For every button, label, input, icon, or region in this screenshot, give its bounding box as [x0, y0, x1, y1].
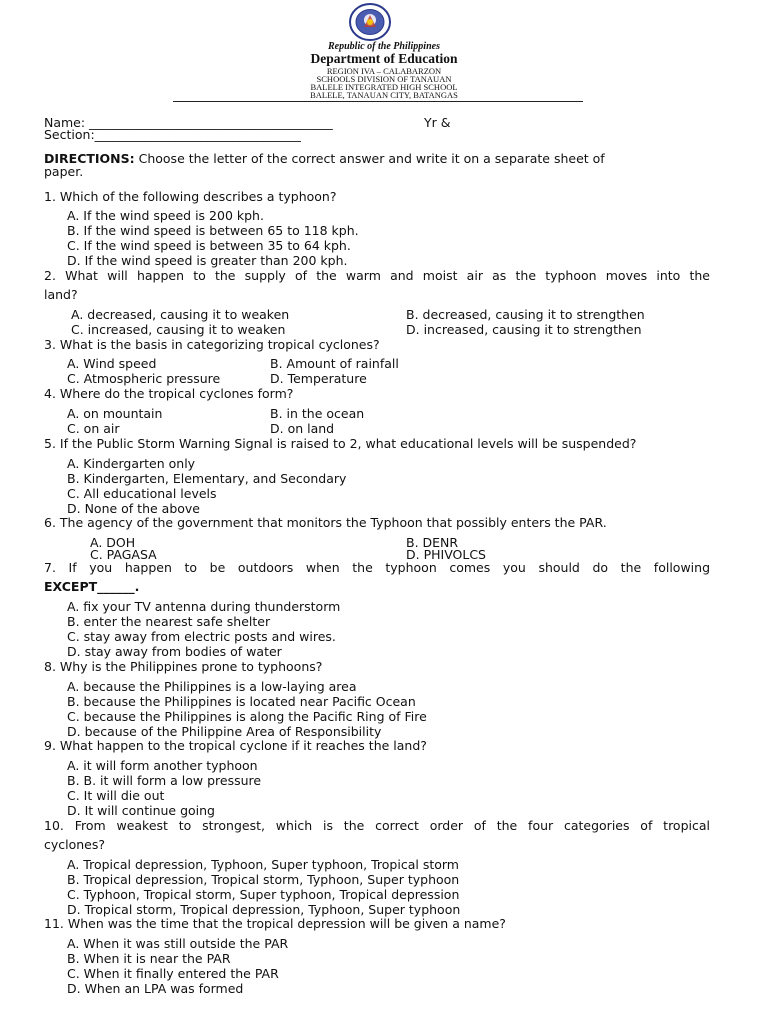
question-7-cont: EXCEPT______.: [44, 579, 140, 594]
q1-choice-c: C. If the wind speed is between 35 to 64 kph.: [67, 238, 351, 253]
q5-choice-d: D. None of the above: [67, 501, 200, 516]
q1-choice-a: A. If the wind speed is 200 kph.: [67, 208, 264, 223]
question-4: 4. Where do the tropical cyclones form?: [44, 386, 294, 401]
question-2-cont: land?: [44, 287, 78, 302]
q9-choice-b: B. B. it will form a low pressure: [67, 773, 262, 788]
q10-choice-c: C. Typhoon, Tropical storm, Super typhoon, Tropical depression: [67, 887, 460, 902]
q2-choice-c: C. increased, causing it to weaken: [71, 322, 286, 337]
q11-choice-d: D. When an LPA was formed: [67, 981, 244, 996]
q10-choice-a: A. Tropical depression, Typhoon, Super typhoon, Tropical storm: [67, 857, 459, 872]
q9-choice-a: A. it will form another typhoon: [67, 758, 258, 773]
q6-choice-c: C. PAGASA: [90, 547, 157, 562]
school-label: BALELE INTEGRATED HIGH SCHOOL: [310, 82, 458, 92]
address-label: BALELE, TANAUAN CITY, BATANGAS: [310, 90, 458, 100]
question-8: 8. Why is the Philippines prone to typhoons?: [44, 659, 323, 674]
question-9: 9. What happen to the tropical cyclone if it reaches the land?: [44, 738, 427, 753]
q10-choice-b: B. Tropical depression, Tropical storm, Typhoon, Super typhoon: [67, 872, 460, 887]
yr-label: Yr &: [424, 115, 451, 130]
republic-label: Republic of the Philippines: [328, 41, 440, 52]
q5-choice-b: B. Kindergarten, Elementary, and Secondary: [67, 471, 347, 486]
question-6: 6. The agency of the government that monitors the Typhoon that possibly enters the PAR.: [44, 515, 607, 530]
section-field[interactable]: Section:_________________________________: [44, 127, 301, 142]
q5-choice-a: A. Kindergarten only: [67, 456, 196, 471]
q6-choice-b: B. DENR: [406, 535, 459, 550]
question-2: 2. What will happen to the supply of the warm and moist air as the typhoon moves into the: [44, 268, 710, 283]
q2-choice-d: D. increased, causing it to strengthen: [406, 322, 642, 337]
q2-choice-a: A. decreased, causing it to weaken: [71, 307, 290, 322]
q8-choice-a: A. because the Philippines is a low-laying area: [67, 679, 357, 694]
q8-choice-c: C. because the Philippines is along the Pacific Ring of Fire: [67, 709, 427, 724]
question-3: 3. What is the basis in categorizing tropical cyclones?: [44, 337, 380, 352]
q8-choice-d: D. because of the Philippine Area of Responsibility: [67, 724, 382, 739]
q7-choice-b: B. enter the nearest safe shelter: [67, 614, 271, 629]
q11-choice-c: C. When it finally entered the PAR: [67, 966, 279, 981]
q7-choice-d: D. stay away from bodies of water: [67, 644, 282, 659]
q3-choice-a: A. Wind speed: [67, 356, 157, 371]
q6-choice-d: D. PHIVOLCS: [406, 547, 486, 562]
q2-choice-b: B. decreased, causing it to strengthen: [406, 307, 645, 322]
q9-choice-d: D. It will continue going: [67, 803, 215, 818]
q4-choice-a: A. on mountain: [67, 406, 163, 421]
question-10-cont: cyclones?: [44, 837, 106, 852]
region-label: REGION IVA – CALABARZON: [326, 66, 442, 76]
header-divider: [173, 101, 583, 102]
q3-choice-c: C. Atmospheric pressure: [67, 371, 221, 386]
q9-choice-c: C. It will die out: [67, 788, 165, 803]
question-11: 11. When was the time that the tropical depression will be given a name?: [44, 916, 506, 931]
name-field[interactable]: Name: _______________________________________: [44, 115, 333, 130]
q4-choice-c: C. on air: [67, 421, 120, 436]
q4-choice-d: D. on land: [270, 421, 335, 436]
directions-text: Choose the letter of the correct answer and write it on a separate sheet of: [134, 151, 605, 166]
directions-text-2: paper.: [44, 164, 84, 179]
question-1: 1. Which of the following describes a typhoon?: [44, 189, 337, 204]
q3-choice-b: B. Amount of rainfall: [270, 356, 399, 371]
division-label: SCHOOLS DIVISION OF TANAUAN: [316, 74, 452, 84]
deped-seal-icon: [348, 3, 392, 41]
question-5: 5. If the Public Storm Warning Signal is raised to 2, what educational levels will be suspended?: [44, 436, 637, 451]
q4-choice-b: B. in the ocean: [270, 406, 365, 421]
q1-choice-d: D. If the wind speed is greater than 200 kph.: [67, 253, 348, 268]
q3-choice-d: D. Temperature: [270, 371, 367, 386]
department-title: Department of Education: [310, 51, 458, 66]
question-7: 7. If you happen to be outdoors when the typhoon comes you should do the following: [44, 560, 710, 575]
q5-choice-c: C. All educational levels: [67, 486, 217, 501]
q8-choice-b: B. because the Philippines is located near Pacific Ocean: [67, 694, 416, 709]
q6-choice-a: A. DOH: [90, 535, 136, 550]
question-10: 10. From weakest to strongest, which is the correct order of the four categories of tropical: [44, 818, 710, 833]
q11-choice-b: B. When it is near the PAR: [67, 951, 231, 966]
q7-choice-c: C. stay away from electric posts and wires.: [67, 629, 336, 644]
directions-label: DIRECTIONS:: [44, 151, 135, 166]
directions: [44, 151, 605, 166]
q11-choice-a: A. When it was still outside the PAR: [67, 936, 289, 951]
q7-choice-a: A. fix your TV antenna during thunderstorm: [67, 599, 341, 614]
q10-choice-d: D. Tropical storm, Tropical depression, Typhoon, Super typhoon: [67, 902, 461, 917]
q1-choice-b: B. If the wind speed is between 65 to 118 kph.: [67, 223, 359, 238]
